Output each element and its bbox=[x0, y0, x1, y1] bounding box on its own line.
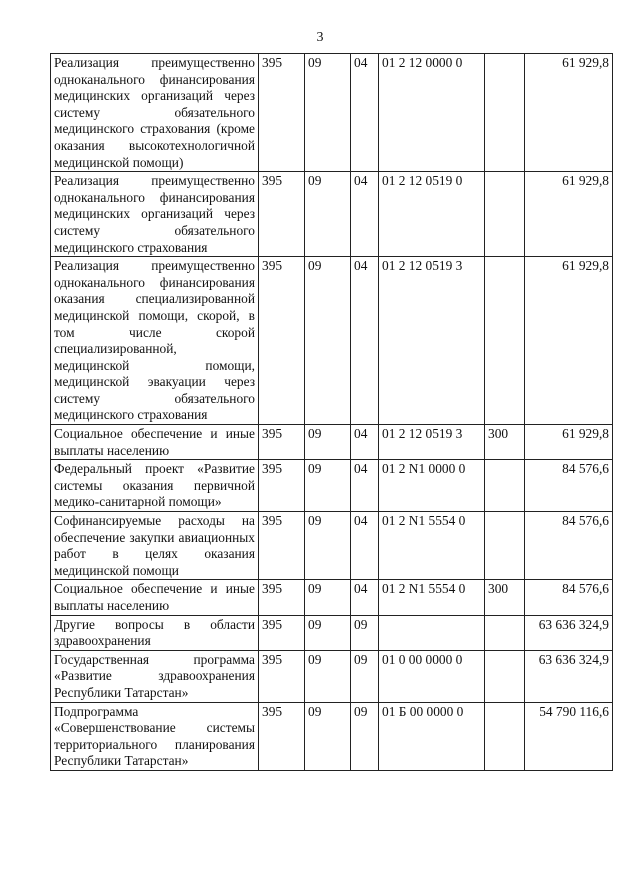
row-subsection: 04 bbox=[351, 172, 379, 257]
row-section: 09 bbox=[305, 580, 351, 615]
row-section: 09 bbox=[305, 460, 351, 512]
row-name: Социальное обеспечение и иные выплаты населению bbox=[51, 425, 259, 460]
row-grbs: 395 bbox=[259, 702, 305, 770]
row-name: Реализация преимущественно одноканального финансирования медицинских организаций через систему обязательного медицинского страхования bbox=[51, 172, 259, 257]
row-name: Реализация преимущественно одноканального финансирования медицинских организаций через систему обязательного медицинского страхования (кроме оказания высокотехнологичной медицинской помощи) bbox=[51, 54, 259, 172]
row-target-article: 01 2 N1 5554 0 bbox=[379, 580, 485, 615]
row-grbs: 395 bbox=[259, 460, 305, 512]
row-section: 09 bbox=[305, 650, 351, 702]
row-name: Реализация преимущественно одноканального финансирования оказания специализированной медицинской помощи, скорой, в том числе скорой специализированной, медицинской помощи, медицинской эвакуации через систему обязательного медицинского страхования bbox=[51, 257, 259, 425]
row-subsection: 09 bbox=[351, 702, 379, 770]
row-subsection: 04 bbox=[351, 512, 379, 580]
row-amount: 61 929,8 bbox=[525, 172, 613, 257]
row-subsection: 04 bbox=[351, 460, 379, 512]
row-grbs: 395 bbox=[259, 580, 305, 615]
table-row bbox=[51, 650, 613, 702]
row-grbs: 395 bbox=[259, 172, 305, 257]
row-amount: 84 576,6 bbox=[525, 512, 613, 580]
row-section: 09 bbox=[305, 257, 351, 425]
table-row bbox=[51, 172, 613, 257]
page-number: 3 bbox=[316, 30, 324, 45]
row-target-article: 01 2 N1 0000 0 bbox=[379, 460, 485, 512]
table-row bbox=[51, 512, 613, 580]
row-section: 09 bbox=[305, 425, 351, 460]
row-grbs: 395 bbox=[259, 54, 305, 172]
row-name: Другие вопросы в области здравоохранения bbox=[51, 615, 259, 650]
row-name: Федеральный проект «Развитие системы оказания первичной медико-санитарной помощи» bbox=[51, 460, 259, 512]
row-grbs: 395 bbox=[259, 257, 305, 425]
row-name: Софинансируемые расходы на обеспечение закупки авиационных работ в целях оказания медицинской помощи bbox=[51, 512, 259, 580]
row-name: Подпрограмма «Совершенствование системы территориального планирования Республики Татарстан» bbox=[51, 702, 259, 770]
table-row bbox=[51, 615, 613, 650]
row-expense-type bbox=[485, 257, 525, 425]
row-section: 09 bbox=[305, 702, 351, 770]
table-row bbox=[51, 702, 613, 770]
budget-table bbox=[50, 53, 613, 771]
row-target-article: 01 0 00 0000 0 bbox=[379, 650, 485, 702]
row-expense-type bbox=[485, 650, 525, 702]
row-amount: 84 576,6 bbox=[525, 460, 613, 512]
row-subsection: 09 bbox=[351, 650, 379, 702]
row-amount: 61 929,8 bbox=[525, 54, 613, 172]
table-row bbox=[51, 54, 613, 172]
row-amount: 63 636 324,9 bbox=[525, 650, 613, 702]
row-section: 09 bbox=[305, 172, 351, 257]
row-amount: 63 636 324,9 bbox=[525, 615, 613, 650]
table-row bbox=[51, 257, 613, 425]
row-target-article: 01 2 12 0000 0 bbox=[379, 54, 485, 172]
row-expense-type: 300 bbox=[485, 425, 525, 460]
row-amount: 61 929,8 bbox=[525, 425, 613, 460]
row-target-article bbox=[379, 615, 485, 650]
row-grbs: 395 bbox=[259, 615, 305, 650]
row-name: Социальное обеспечение и иные выплаты населению bbox=[51, 580, 259, 615]
row-target-article: 01 Б 00 0000 0 bbox=[379, 702, 485, 770]
row-expense-type bbox=[485, 172, 525, 257]
table-row bbox=[51, 425, 613, 460]
row-section: 09 bbox=[305, 512, 351, 580]
row-expense-type bbox=[485, 702, 525, 770]
row-grbs: 395 bbox=[259, 650, 305, 702]
row-expense-type bbox=[485, 460, 525, 512]
row-amount: 84 576,6 bbox=[525, 580, 613, 615]
row-expense-type bbox=[485, 54, 525, 172]
row-grbs: 395 bbox=[259, 425, 305, 460]
row-section: 09 bbox=[305, 54, 351, 172]
row-subsection: 09 bbox=[351, 615, 379, 650]
row-expense-type: 300 bbox=[485, 580, 525, 615]
row-expense-type bbox=[485, 512, 525, 580]
row-subsection: 04 bbox=[351, 54, 379, 172]
row-target-article: 01 2 12 0519 3 bbox=[379, 257, 485, 425]
row-expense-type bbox=[485, 615, 525, 650]
row-grbs: 395 bbox=[259, 512, 305, 580]
row-subsection: 04 bbox=[351, 425, 379, 460]
row-amount: 61 929,8 bbox=[525, 257, 613, 425]
table-row bbox=[51, 580, 613, 615]
row-subsection: 04 bbox=[351, 257, 379, 425]
row-subsection: 04 bbox=[351, 580, 379, 615]
table-row bbox=[51, 460, 613, 512]
row-target-article: 01 2 N1 5554 0 bbox=[379, 512, 485, 580]
row-target-article: 01 2 12 0519 0 bbox=[379, 172, 485, 257]
row-target-article: 01 2 12 0519 3 bbox=[379, 425, 485, 460]
row-name: Государственная программа «Развитие здравоохранения Республики Татарстан» bbox=[51, 650, 259, 702]
row-amount: 54 790 116,6 bbox=[525, 702, 613, 770]
row-section: 09 bbox=[305, 615, 351, 650]
